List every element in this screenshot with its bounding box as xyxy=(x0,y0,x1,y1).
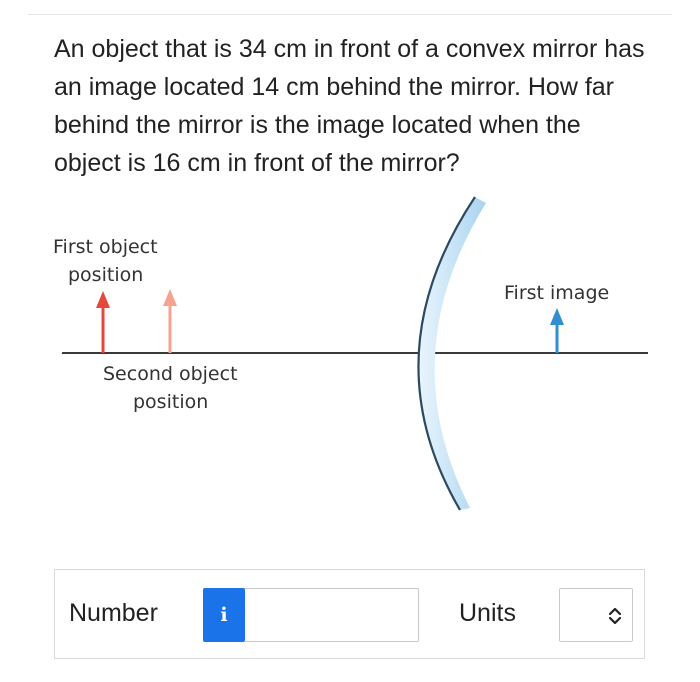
mirror-diagram xyxy=(0,190,700,530)
units-select[interactable] xyxy=(559,588,633,642)
first-image-label: First image xyxy=(504,282,610,304)
info-icon[interactable]: i xyxy=(203,588,245,642)
first-image-arrow xyxy=(550,308,564,353)
second-object-label-line1: Second object xyxy=(103,363,238,385)
units-label: Units xyxy=(459,599,516,627)
chevron-up-down-icon xyxy=(608,607,622,625)
top-divider xyxy=(28,14,672,15)
question-text: An object that is 34 cm in front of a convex mirror has an image located 14 cm behind the mirror. How far behind the mirror is the image located when the object is 16 cm in front of the mirror? xyxy=(54,35,645,177)
first-object-label-line1: First object xyxy=(53,236,158,258)
number-input[interactable] xyxy=(245,588,419,642)
number-label: Number xyxy=(69,599,158,627)
answer-box xyxy=(54,569,645,659)
first-object-arrow xyxy=(96,291,110,353)
first-object-label-line2: position xyxy=(68,264,144,286)
mirror-diagram-svg xyxy=(0,190,700,530)
second-object-label-line2: position xyxy=(133,391,209,413)
second-object-arrow xyxy=(163,289,177,353)
